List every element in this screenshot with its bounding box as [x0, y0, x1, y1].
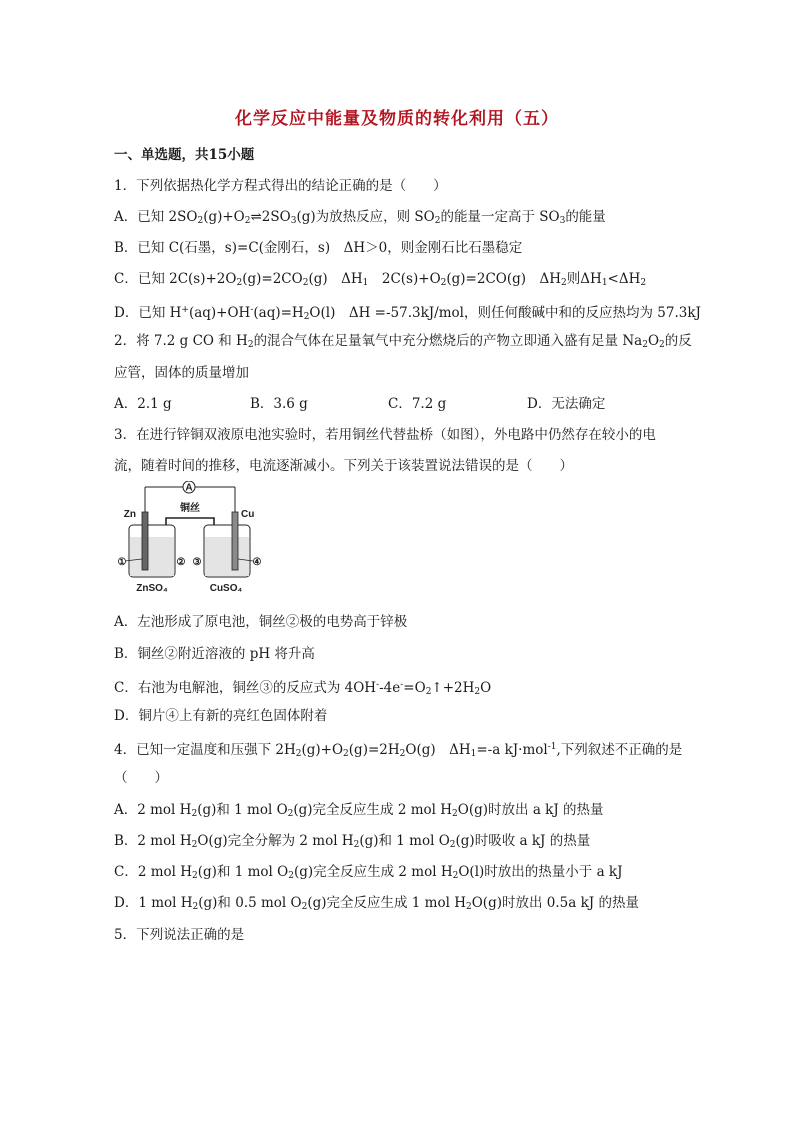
- q3-option-a[interactable]: A．左池形成了原电池，铜丝②极的电势高于锌极: [114, 614, 408, 630]
- q5-stem: 5．下列说法正确的是: [114, 927, 245, 943]
- q1-option-d[interactable]: D．已知 $H^+(aq)+OH^-(aq)=H_2O(l)$ ΔH =-57.3kJ/mol，则任何酸碱中和的反应热均为 57.3kJ: [114, 305, 701, 322]
- q4-option-b[interactable]: B．2 mol $H_2O(g)$完全分解为 2 mol $H_2(g)$和 1 mol $O_2(g)$时吸收 a kJ 的热量: [114, 833, 591, 850]
- marker-1: ①: [117, 557, 127, 568]
- left-solution-label: ZnSO₄: [136, 583, 168, 594]
- q4-stem-line-2: （ ）: [114, 770, 168, 786]
- q3-option-c[interactable]: C．右池为电解池，铜丝③的反应式为 $4OH^--4e^-=O_2↑+2H_2O$: [114, 680, 492, 697]
- q2-option-a[interactable]: A．2.1 g: [114, 396, 172, 412]
- right-solution: [205, 537, 249, 576]
- copper-label: Cu: [241, 509, 255, 520]
- q1-option-c[interactable]: C．已知 $2C(s)+2O_2(g)=2CO_2(g)$ $\Delta H_1$ $2C(s)+O_2(g)=2CO(g)$ $\Delta H_2$则$\Delta H_1<\Delta H_2$: [114, 271, 647, 288]
- q3-stem-line-1: 3．在进行锌铜双液原电池实验时，若用铜丝代替盐桥（如图），外电路中仍然存在较小的电: [114, 427, 656, 443]
- q2-stem-line-1: 2．将 7.2 g CO 和 $H_2$的混合气体在足量氧气中充分燃烧后的产物立即通入盛有足量 $Na_2O_2$的反: [114, 333, 692, 350]
- copper-electrode: [232, 512, 238, 570]
- q1-option-b[interactable]: B．已知 C(石墨，s)=C(金刚石，s) ΔH＞0，则金刚石比石墨稳定: [114, 240, 523, 256]
- q3-option-d[interactable]: D．铜片④上有新的亮红色固体附着: [114, 708, 328, 724]
- q3-option-b[interactable]: B．铜丝②附近溶液的 pH 将升高: [114, 646, 315, 662]
- section-heading: 一、单选题，共15小题: [114, 147, 255, 163]
- q1-option-a[interactable]: A．已知 $2SO_2(g)+O_2\rightleftharpoons 2SO_3(g)$为放热反应，则 $SO_2$的能量一定高于 $SO_3$的能量: [114, 209, 606, 226]
- marker-2: ②: [176, 557, 186, 568]
- q2-option-d[interactable]: D．无法确定: [527, 396, 606, 412]
- q4-option-c[interactable]: C．2 mol $H_2(g)$和 1 mol $O_2(g)$完全反应生成 2 mol $H_2O(l)$时放出的热量小于 a kJ: [114, 864, 623, 881]
- q4-stem-line-1: 4．已知一定温度和压强下 $2H_2(g)+O_2(g)=2H_2O(g)$ $\Delta H_1=-a$ kJ·mol$^{-1}$,下列叙述不正确的是: [114, 742, 683, 759]
- copper-wire-label: 铜丝: [180, 503, 200, 514]
- q2-option-c[interactable]: C．7.2 g: [388, 396, 447, 412]
- zinc-label: Zn: [123, 509, 136, 520]
- marker-4: ④: [252, 557, 262, 568]
- q2-option-b[interactable]: B．3.6 g: [250, 396, 308, 412]
- q1-stem: 1．下列依据热化学方程式得出的结论正确的是（ ）: [114, 178, 447, 194]
- q4-option-a[interactable]: A．2 mol $H_2(g)$和 1 mol $O_2(g)$完全反应生成 2 mol $H_2O(g)$时放出 a kJ 的热量: [114, 802, 604, 819]
- zinc-electrode: [142, 512, 148, 570]
- left-solution: [130, 537, 174, 576]
- q3-stem-line-2: 流，随着时间的推移，电流逐渐减小。下列关于该装置说法错误的是（ ）: [114, 458, 573, 474]
- page-title: 化学反应中能量及物质的转化利用（五）: [235, 109, 559, 129]
- q4-option-d[interactable]: D．1 mol $H_2(g)$和 0.5 mol $O_2(g)$完全反应生成 1 mol $H_2O(g)$时放出 0.5a kJ 的热量: [114, 895, 639, 912]
- ammeter-label: A: [185, 482, 193, 494]
- right-solution-label: CuSO₄: [209, 583, 243, 594]
- marker-3: ③: [192, 557, 202, 568]
- galvanic-cell-diagram: [114, 481, 274, 597]
- q2-stem-line-2: 应管，固体的质量增加: [114, 365, 249, 381]
